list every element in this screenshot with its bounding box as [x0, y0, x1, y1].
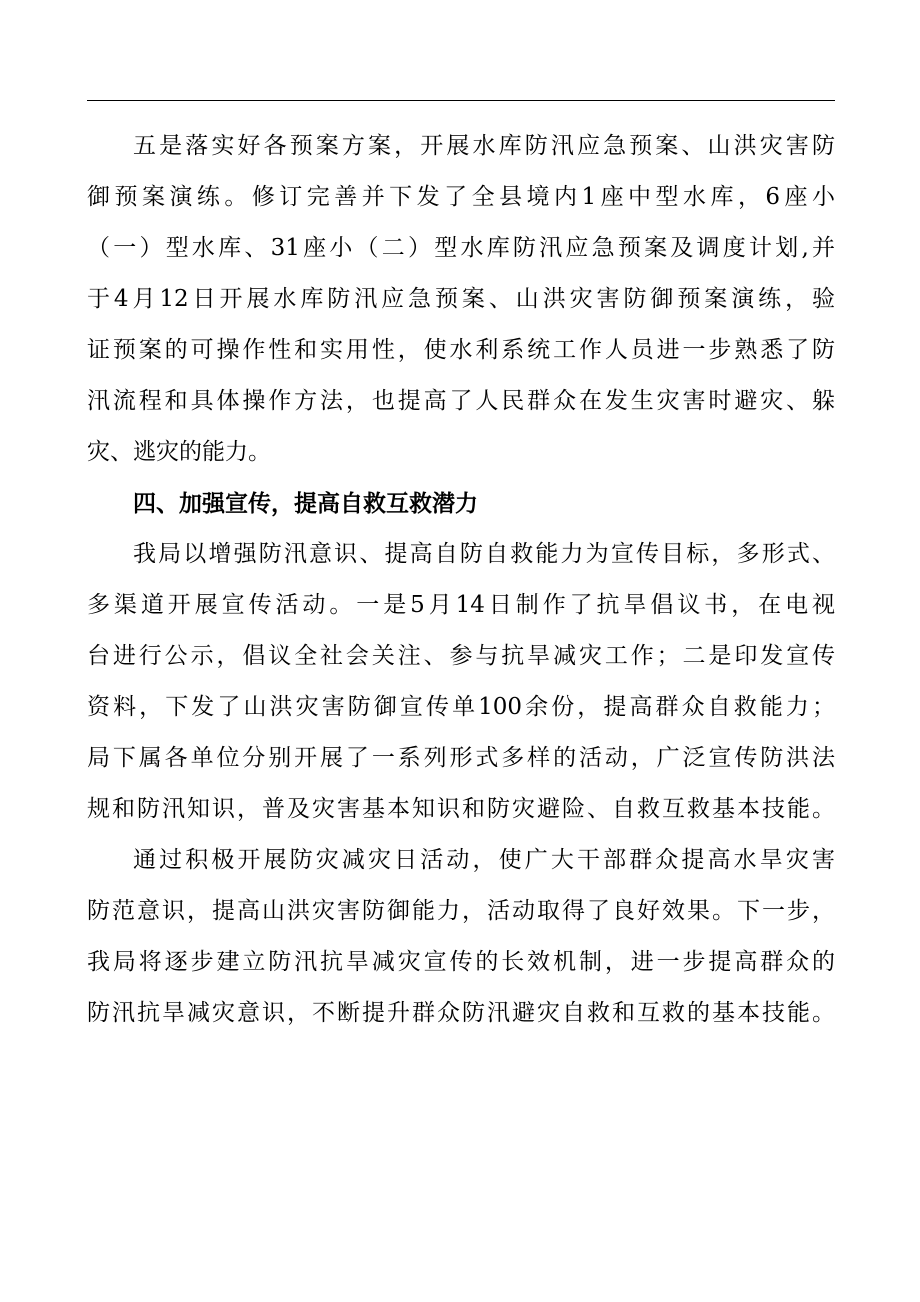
paragraph-summary: [87, 835, 835, 1039]
text-line: 防范意识，提高山洪灾害防御能力，活动取得了良好效果。下一步，: [87, 898, 835, 924]
text-line: （一）型水库、31座小（二）型水库防汛应急预案及调度计划,并: [87, 235, 835, 261]
text-line: 灾、逃灾的能力。: [87, 439, 271, 465]
text-line: 我局以增强防汛意识、提高自防自救能力为宣传目标，多形式、: [133, 541, 835, 567]
paragraph-publicity: [87, 529, 835, 835]
section-heading-text: 四、加强宣传，提高自救互救潜力: [133, 490, 478, 517]
header-rule: [87, 100, 835, 101]
text-line: 我局将逐步建立防汛抗旱减灾宣传的长效机制，进一步提高群众的: [87, 949, 835, 975]
text-line: 五是落实好各预案方案，开展水库防汛应急预案、山洪灾害防: [133, 133, 835, 159]
text-line: 汛流程和具体操作方法，也提高了人民群众在发生灾害时避灾、躲: [87, 388, 835, 414]
text-line: 防汛抗旱减灾意识，不断提升群众防汛避灾自救和互救的基本技能。: [87, 1000, 835, 1026]
text-line: 多渠道开展宣传活动。一是5月14日制作了抗旱倡议书，在电视: [87, 592, 835, 618]
text-line: 证预案的可操作性和实用性，使水利系统工作人员进一步熟悉了防: [87, 337, 835, 363]
text-line: 台进行公示，倡议全社会关注、参与抗旱减灾工作；二是印发宣传: [87, 643, 835, 669]
text-line: 通过积极开展防灾减灾日活动，使广大干部群众提高水旱灾害: [133, 847, 835, 873]
text-line: 资料，下发了山洪灾害防御宣传单100余份，提高群众自救能力；: [87, 694, 835, 720]
document-body: [87, 121, 835, 1039]
text-line: 御预案演练。修订完善并下发了全县境内1座中型水库，6座小: [87, 184, 835, 210]
paragraph-reservoir-plans: [87, 121, 835, 478]
section-heading: [87, 478, 835, 529]
text-line: 于4月12日开展水库防汛应急预案、山洪灾害防御预案演练，验: [87, 286, 835, 312]
text-line: 局下属各单位分别开展了一系列形式多样的活动，广泛宣传防洪法: [87, 745, 835, 771]
text-line: 规和防汛知识，普及灾害基本知识和防灾避险、自救互救基本技能。: [87, 796, 835, 822]
